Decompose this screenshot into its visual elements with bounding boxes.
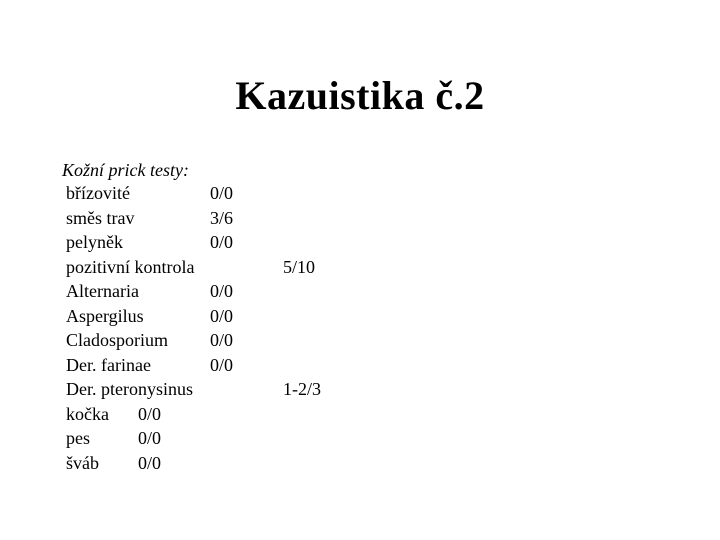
test-row-smes-trav <box>66 206 356 231</box>
test-name: Cladosporium <box>66 330 168 350</box>
test-row-brizovite <box>66 181 356 206</box>
test-value: 0/0 <box>138 403 162 424</box>
test-name: Der. pteronysinus <box>66 379 193 399</box>
test-row-svab <box>66 451 356 476</box>
test-row-der-farinae <box>66 353 356 378</box>
test-name: břízovité <box>66 183 130 203</box>
test-value: 0/0 <box>210 183 234 203</box>
test-name: směs trav <box>66 207 135 228</box>
test-row-aspergilus <box>66 304 356 329</box>
test-value: 0/0 <box>210 330 234 350</box>
test-name: Alternaria <box>66 281 139 301</box>
test-value: 0/0 <box>210 281 234 301</box>
test-name: šváb <box>66 452 99 473</box>
test-value: 0/0 <box>138 428 162 448</box>
prick-test-list <box>66 181 356 475</box>
test-name: Der. farinae <box>66 354 151 375</box>
test-name: pozitivní kontrola <box>66 256 195 277</box>
test-row-pes <box>66 426 356 451</box>
test-value: 3/6 <box>210 207 234 228</box>
test-row-pelynek <box>66 230 356 255</box>
test-row-alternaria <box>66 279 356 304</box>
test-value: 0/0 <box>210 354 234 375</box>
der-pteronysinus-value: 1-2/3 <box>283 379 321 399</box>
test-value: 0/0 <box>210 305 234 326</box>
positive-control-value: 5/10 <box>283 256 316 277</box>
test-name: pes <box>66 428 90 448</box>
test-name: kočka <box>66 403 109 424</box>
test-name: pelyněk <box>66 232 123 252</box>
test-name: Aspergilus <box>66 305 144 326</box>
test-row-cladosporium <box>66 328 356 353</box>
section-subtitle: Kožní prick testy: <box>62 160 189 180</box>
test-row-kocka <box>66 402 356 427</box>
test-value: 0/0 <box>138 452 162 473</box>
slide-title: Kazuistika č.2 <box>235 73 485 118</box>
test-value: 0/0 <box>210 232 234 252</box>
